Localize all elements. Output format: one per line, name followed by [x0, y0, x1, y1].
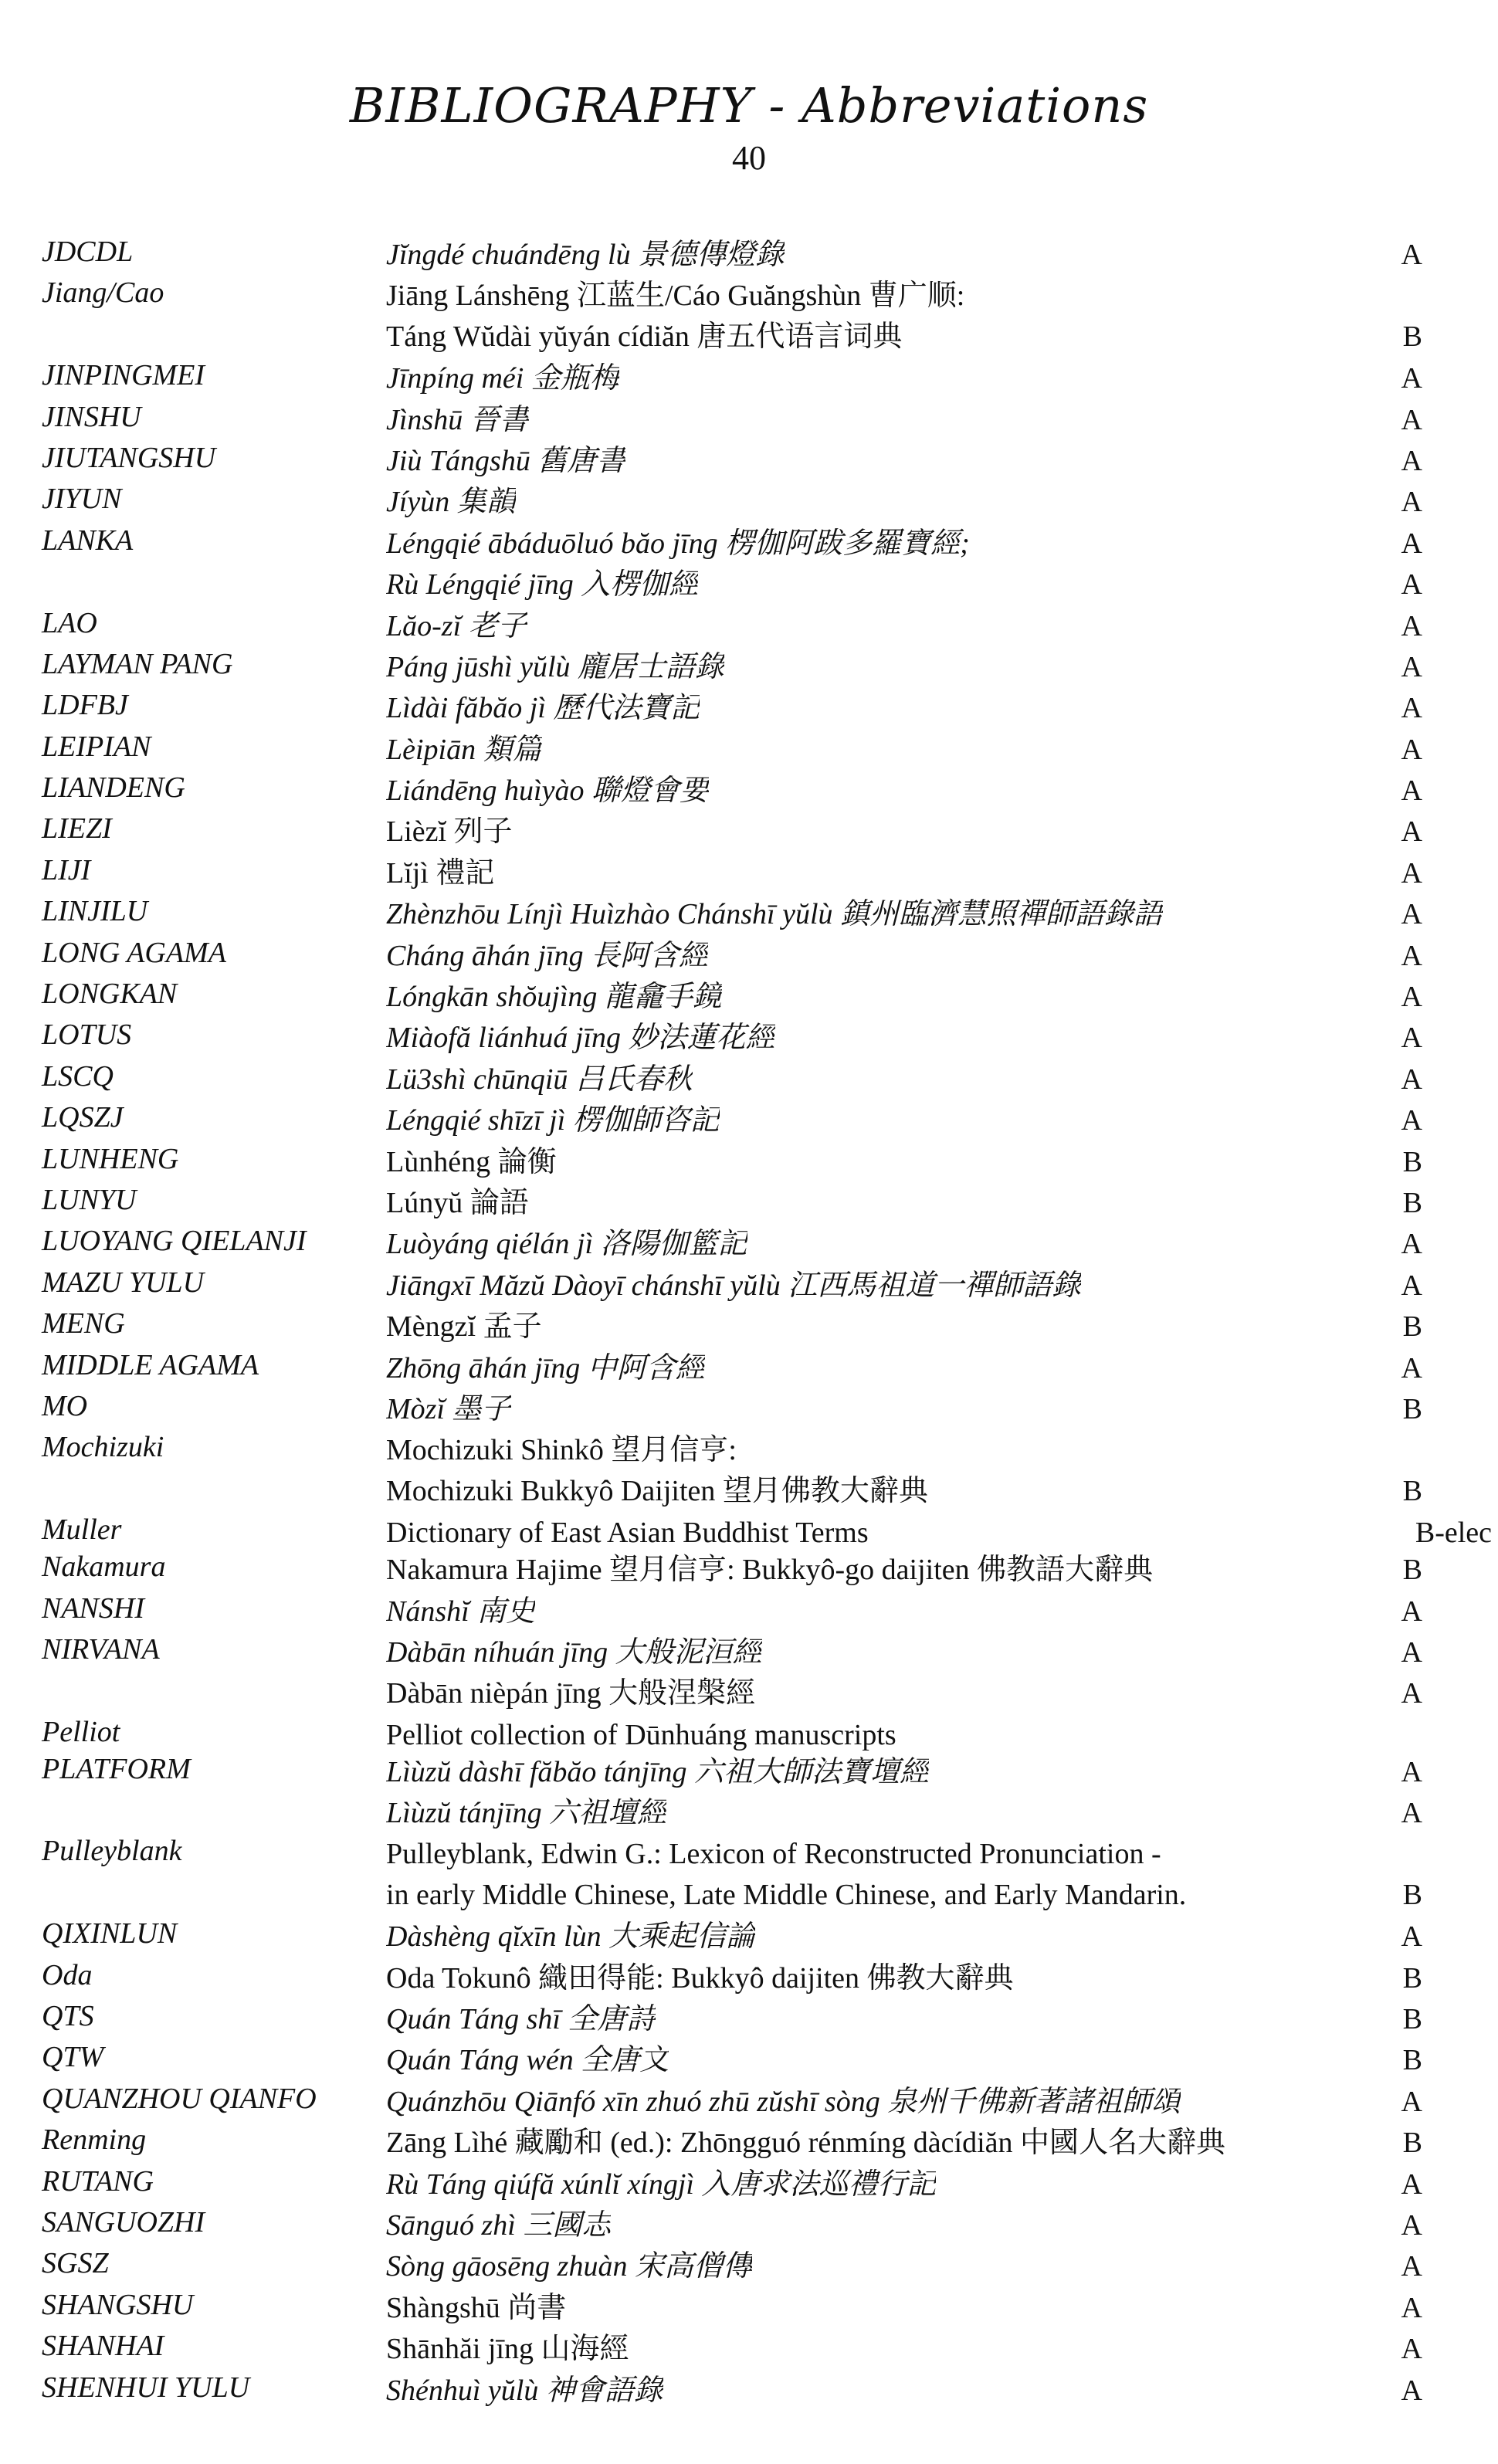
list-item — [0, 1303, 1498, 1344]
abbreviation: MAZU YULU — [42, 1266, 205, 1299]
list-item — [0, 2285, 1498, 2326]
entry-description — [386, 358, 619, 399]
entry-description — [386, 606, 527, 647]
list-item — [0, 273, 1498, 355]
category-code: A — [1401, 2250, 1422, 2283]
entry-description — [386, 1834, 1186, 1916]
entry-description — [386, 400, 529, 441]
list-item — [0, 933, 1498, 974]
category-code: A — [1401, 1104, 1422, 1137]
description-line: Oda Tokunô 織田得能: Bukkyô daijiten 佛教大辭典 — [386, 1961, 1014, 1995]
list-item — [0, 1139, 1498, 1180]
description-line: Liándēng huìyào 聯燈會要 — [386, 774, 709, 808]
abbreviation: LEIPIAN — [42, 730, 151, 763]
list-item — [0, 2079, 1498, 2120]
entry-description — [386, 936, 708, 977]
abbreviation: LONG AGAMA — [42, 936, 226, 969]
entry-description — [386, 1266, 1081, 1307]
description-line: Nakamura Hajime 望月信亨: Bukkyô-go daijiten 佛教語大辭典 — [386, 1554, 1154, 1587]
abbreviation: Renming — [42, 2123, 147, 2157]
list-item — [0, 1221, 1498, 1262]
category-code: A — [1401, 527, 1422, 560]
abbreviation: LQSZJ — [42, 1101, 124, 1134]
category-code: A — [1401, 1755, 1422, 1788]
description-line: Lièzĭ 列子 — [386, 815, 513, 849]
category-code: A — [1401, 2209, 1422, 2242]
description-line: Shàngshū 尚書 — [386, 2291, 567, 2324]
abbreviation: RUTANG — [42, 2164, 154, 2198]
description-line: Léngqié ābáduōluó băo jīng 楞伽阿跋多羅寶經; — [386, 527, 970, 560]
description-line: Quán Táng shī 全唐詩 — [386, 2003, 656, 2036]
entry-description — [386, 2205, 611, 2246]
list-item — [0, 850, 1498, 891]
description-line: Jīnpíng méi 金瓶梅 — [386, 362, 619, 395]
abbreviation: QTW — [42, 2041, 104, 2074]
abbreviation: QIXINLUN — [42, 1917, 178, 1951]
description-line: Jiāng Lánshēng 江蓝生/Cáo Guăngshùn 曹广顺: — [386, 280, 965, 313]
entry-description — [386, 564, 698, 605]
description-line: Quánzhōu Qiānfó xīn zhuó zhū zŭshī sòng 泉州千佛新著諸祖師頌 — [386, 2085, 1181, 2118]
description-line: Páng jūshì yŭlù 龐居士語錄 — [386, 650, 725, 683]
abbreviation: Mochizuki — [42, 1431, 164, 1464]
entry-description — [386, 1999, 656, 2040]
entry-description — [386, 1752, 929, 1793]
description-line: Dàshèng qĭxīn lùn 大乘起信論 — [386, 1920, 756, 1954]
entry-description — [386, 1059, 693, 1100]
category-code: A — [1401, 1635, 1422, 1669]
list-item — [0, 2367, 1498, 2408]
description-line: Nánshĭ 南史 — [386, 1595, 536, 1628]
abbreviation: LSCQ — [42, 1059, 114, 1093]
list-item — [0, 974, 1498, 1015]
category-code: B-elec — [1415, 1517, 1492, 1550]
abbreviation: Nakamura — [42, 1551, 166, 1584]
list-item — [0, 727, 1498, 768]
description-line: Lóngkān shŏujìng 龍龕手鏡 — [386, 981, 722, 1014]
category-code: B — [1402, 1879, 1422, 1912]
description-line: Luòyáng qiélán jì 洛陽伽籃記 — [386, 1228, 747, 1261]
category-code: A — [1401, 1228, 1422, 1261]
description-line: Lùnhéng 論衡 — [386, 1145, 557, 1178]
category-code: A — [1401, 568, 1422, 602]
list-item — [0, 2243, 1498, 2284]
list-item — [0, 1427, 1498, 1510]
list-item — [0, 808, 1498, 849]
description-line: Jíyùn 集韻 — [386, 486, 516, 519]
entry-description — [386, 1348, 705, 1389]
description-line: Shénhuì yŭlù 神會語錄 — [386, 2374, 663, 2407]
list-item — [0, 1547, 1498, 1588]
description-line: Quán Táng wén 全唐文 — [386, 2044, 669, 2077]
description-line: Léngqié shīzī jì 楞伽師咨記 — [386, 1104, 720, 1137]
list-item — [0, 1345, 1498, 1386]
list-item — [0, 1913, 1498, 1954]
description-line: Miàofă liánhuá jīng 妙法蓮花經 — [386, 1022, 775, 1055]
abbreviation: QUANZHOU QIANFO — [42, 2082, 317, 2115]
entry-description — [386, 1142, 557, 1183]
list-item — [0, 1670, 1498, 1711]
entry-description — [386, 1673, 755, 1714]
description-line: Rù Léngqié jīng 入楞伽經 — [386, 568, 699, 602]
entry-description — [386, 276, 964, 358]
description-line: Lúnyŭ 論語 — [386, 1187, 529, 1219]
page-number: 40 — [732, 139, 766, 177]
abbreviation: LUOYANG QIELANJI — [42, 1225, 307, 1258]
abbreviation: Oda — [42, 1958, 93, 1991]
abbreviation: MENG — [42, 1307, 125, 1340]
category-code: B — [1402, 1145, 1422, 1178]
description-line: Mòzĭ 墨子 — [386, 1392, 511, 1425]
abbreviation: SHANHAI — [42, 2330, 164, 2363]
entry-description — [386, 482, 516, 523]
category-code: A — [1401, 1063, 1422, 1096]
abbreviation: LAO — [42, 606, 97, 639]
entry-description — [386, 2164, 936, 2205]
category-code: A — [1401, 2085, 1422, 2118]
category-code: A — [1401, 2333, 1422, 2366]
description-line: Lĭjì 禮記 — [386, 856, 495, 890]
description-line: Dàbān níhuán jīng 大般泥洹經 — [386, 1635, 762, 1669]
description-line: Rù Táng qiúfă xúnlĭ xíngjì 入唐求法巡禮行記 — [386, 2167, 937, 2201]
list-item — [0, 1097, 1498, 1138]
abbreviation: PLATFORM — [42, 1752, 191, 1785]
category-code: A — [1401, 1677, 1422, 1710]
abbreviation: LIEZI — [42, 812, 112, 846]
category-code: B — [1402, 1392, 1422, 1425]
abbreviation: LDFBJ — [42, 689, 128, 722]
category-code: A — [1401, 939, 1422, 972]
list-item — [0, 1629, 1498, 1670]
description-line: Pelliot collection of Dūnhuáng manuscripts — [386, 1718, 896, 1751]
list-item — [0, 1510, 1498, 1550]
list-item — [0, 1749, 1498, 1790]
abbreviation: QTS — [42, 2000, 94, 2033]
category-code: A — [1401, 774, 1422, 808]
entry-description — [386, 1591, 535, 1632]
entry-description — [386, 235, 785, 276]
category-code: A — [1401, 856, 1422, 890]
entry-description — [386, 1224, 747, 1265]
abbreviation: LUNYU — [42, 1184, 137, 1216]
category-code: A — [1401, 692, 1422, 725]
description-line: Lìùzŭ dàshī făbăo tánjīng 六祖大師法寶壇經 — [386, 1755, 930, 1788]
category-code: B — [1402, 2127, 1422, 2160]
description-line: Mèngzĭ 孟子 — [386, 1310, 542, 1344]
category-code: A — [1401, 1022, 1422, 1055]
category-code: A — [1401, 444, 1422, 477]
description-line: Sānguó zhì 三國志 — [386, 2209, 612, 2242]
abbreviation: Pelliot — [42, 1715, 120, 1748]
entry-description — [386, 2246, 752, 2287]
list-item — [0, 438, 1498, 479]
list-item — [0, 397, 1498, 438]
list-item — [0, 2326, 1498, 2367]
list-item — [0, 479, 1498, 520]
entry-description — [386, 2123, 1225, 2164]
category-code: B — [1402, 1187, 1422, 1219]
description-line: Shānhăi jīng 山海經 — [386, 2333, 629, 2366]
abbreviation: MIDDLE AGAMA — [42, 1348, 259, 1381]
category-code: B — [1402, 1310, 1422, 1344]
abbreviation: JDCDL — [42, 236, 134, 268]
description-line: Jiāngxī Măzŭ Dàoyī chánshī yŭlù 江西馬祖道一禪師語錄 — [386, 1269, 1082, 1302]
entry-description — [386, 1550, 1153, 1591]
abbreviation: JINPINGMEI — [42, 359, 205, 392]
entry-description — [386, 771, 709, 812]
category-code: B — [1402, 2003, 1422, 2036]
abbreviation: LIJI — [42, 853, 91, 886]
abbreviation: LANKA — [42, 524, 134, 557]
entry-description — [386, 524, 970, 564]
description-line: Pulleyblank, Edwin G.: Lexicon of Reconstructed Pronunciation - — [386, 1838, 1161, 1871]
entry-description — [386, 2288, 566, 2329]
list-item — [0, 768, 1498, 808]
entry-description — [386, 1389, 511, 1430]
category-code: A — [1401, 609, 1422, 642]
description-line: Jĭngdé chuándēng lù 景德傳燈錄 — [386, 239, 785, 271]
category-code: A — [1401, 362, 1422, 395]
category-code: A — [1401, 486, 1422, 519]
description-line: Lìdài făbăo jì 歷代法寶記 — [386, 692, 700, 725]
category-code: A — [1401, 733, 1422, 766]
category-code: A — [1401, 981, 1422, 1014]
abbreviation: LAYMAN PANG — [42, 647, 233, 680]
description-line: in early Middle Chinese, Late Middle Chinese, and Early Mandarin. — [386, 1879, 1187, 1912]
entry-description — [386, 688, 700, 729]
list-item — [0, 685, 1498, 726]
list-item — [0, 644, 1498, 685]
entry-description — [386, 647, 724, 688]
category-code: A — [1401, 1269, 1422, 1302]
description-line: Mochizuki Bukkyô Daijiten 望月佛教大辭典 — [386, 1475, 928, 1508]
category-code: A — [1401, 239, 1422, 271]
list-item — [0, 891, 1498, 932]
entry-description — [386, 2040, 669, 2081]
list-item — [0, 1588, 1498, 1629]
description-line: Sòng gāosēng zhuàn 宋高僧傳 — [386, 2250, 752, 2283]
category-code: B — [1402, 2044, 1422, 2077]
list-item — [0, 232, 1498, 273]
list-item — [0, 1056, 1498, 1097]
category-code: A — [1401, 403, 1422, 436]
category-code: A — [1401, 1351, 1422, 1385]
list-item — [0, 1180, 1498, 1221]
abbreviation: Muller — [42, 1513, 122, 1547]
description-line: Zhōng āhán jīng 中阿含經 — [386, 1351, 705, 1385]
description-line: Lü3shì chūnqiū 吕氏春秋 — [386, 1063, 693, 1096]
entry-description — [386, 2082, 1181, 2123]
list-item — [0, 1996, 1498, 2037]
abbreviation: JINSHU — [42, 400, 141, 433]
entry-description — [386, 977, 722, 1018]
list-item — [0, 2161, 1498, 2202]
abbreviation: Pulleyblank — [42, 1835, 182, 1868]
abbreviation: SANGUOZHI — [42, 2206, 205, 2239]
list-item — [0, 2120, 1498, 2161]
entry-description — [386, 1632, 762, 1673]
category-code: B — [1402, 1961, 1422, 1995]
entry-description — [386, 894, 1163, 935]
entry-description — [386, 1917, 755, 1957]
entry-description — [386, 1793, 666, 1834]
list-item — [0, 561, 1498, 602]
entry-description — [386, 812, 513, 852]
entry-description — [386, 441, 625, 482]
abbreviation: SHENHUI YULU — [42, 2371, 250, 2404]
list-item — [0, 2037, 1498, 2078]
entry-description — [386, 2329, 629, 2370]
description-line: Jiù Tángshū 舊唐書 — [386, 444, 626, 477]
entry-description — [386, 1958, 1014, 1999]
abbreviation: JIUTANGSHU — [42, 441, 216, 474]
entry-description — [386, 2371, 663, 2411]
abbreviation: LIANDENG — [42, 771, 185, 805]
description-line: Zāng Lìhé 藏勵和 (ed.): Zhōngguó rénmíng dàcídiăn 中國人名大辭典 — [386, 2127, 1226, 2160]
abbreviation: SGSZ — [42, 2247, 109, 2280]
abbreviation-list — [0, 232, 1498, 2408]
entry-description — [386, 1183, 529, 1224]
category-code: A — [1401, 2374, 1422, 2407]
list-item — [0, 2202, 1498, 2243]
category-code: A — [1401, 898, 1422, 931]
description-line: Dàbān nièpán jīng 大般涅槃經 — [386, 1677, 756, 1710]
list-item — [0, 1712, 1498, 1749]
description-line: Lèipiān 類篇 — [386, 733, 542, 766]
abbreviation: LUNHENG — [42, 1142, 179, 1175]
description-line: Jìnshū 晉書 — [386, 403, 529, 436]
description-line: Mochizuki Shinkô 望月信亨: — [386, 1434, 737, 1467]
category-code: B — [1402, 1554, 1422, 1587]
abbreviation: LINJILU — [42, 895, 148, 928]
abbreviation: Jiang/Cao — [42, 276, 164, 310]
list-item — [0, 1386, 1498, 1427]
category-code: A — [1401, 815, 1422, 849]
list-item — [0, 1263, 1498, 1303]
entry-description — [386, 1018, 775, 1059]
category-code: A — [1401, 2167, 1422, 2201]
abbreviation: MO — [42, 1389, 88, 1422]
abbreviation: JIYUN — [42, 483, 122, 516]
abbreviation: LONGKAN — [42, 978, 178, 1011]
entry-description — [386, 1307, 542, 1347]
abbreviation: SHANGSHU — [42, 2288, 194, 2321]
category-code: A — [1401, 650, 1422, 683]
list-item — [0, 520, 1498, 561]
description-line: Zhènzhōu Línjì Huìzhào Chánshī yŭlù 鎮州臨濟慧照禪師語錄語 — [386, 898, 1163, 931]
category-code: A — [1401, 2291, 1422, 2324]
list-item — [0, 1790, 1498, 1831]
abbreviation: LOTUS — [42, 1018, 132, 1052]
description-line: Dictionary of East Asian Buddhist Terms — [386, 1517, 869, 1550]
entry-description — [386, 730, 542, 771]
list-item — [0, 355, 1498, 396]
description-line: Lìùzŭ tánjīng 六祖壇經 — [386, 1797, 667, 1830]
category-code: A — [1401, 1797, 1422, 1830]
list-item — [0, 1831, 1498, 1913]
category-code: A — [1401, 1595, 1422, 1628]
page-title: BIBLIOGRAPHY - Abbreviations — [349, 77, 1149, 134]
list-item — [0, 1955, 1498, 1996]
entry-description — [386, 853, 494, 894]
abbreviation: NIRVANA — [42, 1632, 160, 1666]
category-code: B — [1402, 320, 1422, 354]
list-item — [0, 603, 1498, 644]
list-item — [0, 1015, 1498, 1056]
category-code: B — [1402, 1475, 1422, 1508]
entry-description — [386, 1430, 928, 1512]
page-header — [0, 77, 1498, 178]
category-code: A — [1401, 1920, 1422, 1954]
abbreviation: NANSHI — [42, 1591, 144, 1625]
entry-description — [386, 1100, 720, 1141]
description-line: Cháng āhán jīng 長阿含經 — [386, 939, 708, 972]
description-line: Táng Wŭdài yŭyán cídiăn 唐五代语言词典 — [386, 320, 903, 354]
description-line: Lăo-zĭ 老子 — [386, 609, 527, 642]
